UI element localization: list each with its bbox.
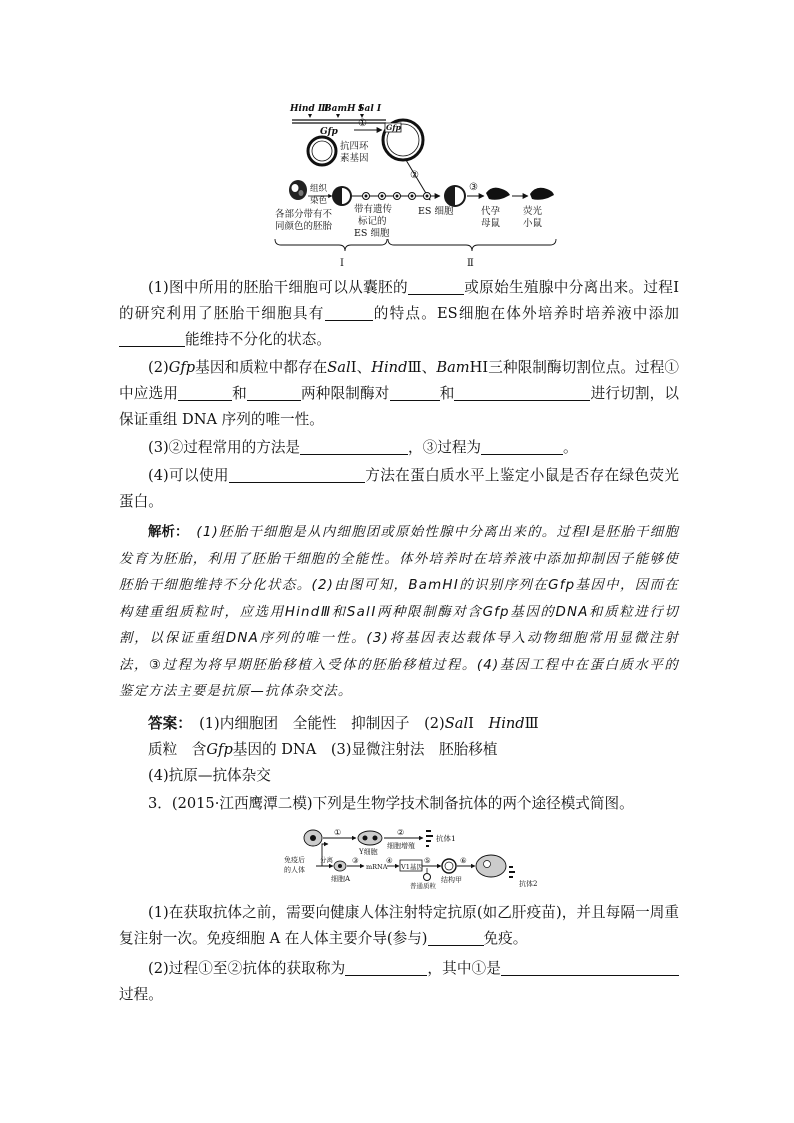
fluor-label-2: 小鼠 — [523, 218, 543, 229]
fig2-mrna: mRNA — [366, 863, 388, 871]
question-1: (1)图中所用的胚胎干细胞可以从囊胚的 或原始生殖腺中分离出来。过程Ⅰ的研究利用了胚胎干细胞具有 的特点。ES细胞在体外培养时培养液中添加能维持不分化的状态。 — [119, 279, 679, 348]
fig2-step4: ④ — [386, 856, 393, 865]
figure-2-antibody-preparation — [283, 826, 553, 890]
fig2-v1-gene: V1基因 — [401, 863, 423, 871]
fig2-step2: ② — [397, 828, 405, 837]
question-3-2: (2)过程①至②抗体的获取称为 ，其中①是过程。 — [119, 956, 679, 1008]
embryo-label-1: 各部分带有不 — [275, 209, 333, 220]
cut-site-markers — [308, 114, 364, 118]
marked-cells-label-3: ES 细胞 — [354, 228, 390, 239]
answer-blank[interactable] — [247, 384, 301, 401]
fig2-cell-a: 细胞A — [331, 875, 351, 883]
answer-blank[interactable] — [501, 959, 679, 976]
answer-blank[interactable] — [454, 384, 590, 401]
blastocyst-icon-2 — [444, 185, 466, 207]
answer-blank[interactable] — [428, 929, 484, 946]
step1-label: ① — [358, 118, 367, 129]
fig2-antibody1: 抗体1 — [436, 834, 456, 843]
process-1-label: Ⅰ — [340, 258, 344, 269]
answer-blank[interactable] — [325, 304, 373, 321]
enzyme-hind-label: Hind Ⅲ — [290, 104, 329, 114]
marked-cells-label-2: 标记的 — [358, 216, 387, 227]
gfp-gene-label: Gfp — [320, 127, 338, 137]
tet-gene-label-1: 抗四环 — [340, 141, 369, 152]
es-cell-label: ES 细胞 — [418, 206, 454, 217]
antibody1-icon — [426, 830, 433, 847]
answer-blank[interactable] — [119, 330, 185, 347]
process-chain-left — [352, 193, 440, 200]
answer-blank[interactable] — [481, 438, 563, 455]
answer-line-2: 质粒 含Gfp基因的 DNA (3)显微注射法 胚胎移植 — [148, 741, 498, 758]
answer-blank[interactable] — [300, 438, 408, 455]
stained-embryo-icon — [289, 180, 307, 200]
embryo-label-2: 同颜色的胚胎 — [275, 221, 333, 232]
plasmid-icon — [424, 874, 431, 881]
brace-process-1 — [275, 239, 387, 251]
answer-blank[interactable] — [390, 384, 440, 401]
answer-blank[interactable] — [229, 466, 365, 483]
fig2-person-1: 免疫后 — [284, 856, 305, 864]
antibody2-icon — [509, 866, 515, 878]
enzyme-sal-label: Sal Ⅰ — [358, 104, 382, 114]
fig2-plasmid: 普通质粒 — [410, 882, 436, 890]
answer-block — [119, 711, 679, 817]
enzyme-bam-label: BamH Ⅰ — [324, 104, 363, 114]
question-3-parts — [119, 900, 679, 1008]
fig2-separate: 分离 — [320, 856, 333, 864]
organ-label-1: 组织 — [310, 184, 328, 194]
fluor-label-1: 荧光 — [523, 206, 543, 217]
answer-blank[interactable] — [178, 384, 232, 401]
answer-line-3: (4)抗原—抗体杂交 — [148, 767, 271, 784]
step2-label: ② — [410, 170, 419, 181]
gfp-dna-fragment — [292, 120, 386, 123]
blastocyst-icon-1 — [332, 186, 352, 206]
marked-cells-label-1: 带有遗传 — [354, 204, 393, 215]
fig2-step5: ⑤ — [424, 856, 431, 865]
process-2-label: Ⅱ — [467, 258, 474, 269]
host-cell-icon — [476, 855, 506, 877]
fig2-y-cell: Y细胞 — [359, 848, 378, 856]
fig2-person-2: 的人体 — [284, 866, 305, 874]
question-block-2 — [119, 275, 679, 515]
recombinant-gfp-label: Gfp — [386, 123, 401, 132]
question-3-1: (1)在获取抗体之前，需要向健康人体注射特定抗原(如乙肝疫苗)，并且每隔一周重复注射一次。免疫细胞 A 在人体主要介导(参与) 免疫。 — [119, 904, 679, 947]
fig2-step6: ⑥ — [460, 856, 467, 865]
fig2-antibody2: 抗体2 — [519, 880, 538, 888]
answer-blank[interactable] — [408, 278, 464, 295]
question-2: (2)Gfp基因和质粒中都存在SalⅠ、HindⅢ、BamHⅠ三种限制酶切割位点。过程①中应选用 和 两种限制酶对 和 进行切割，以保证重组 DNA 序列的唯一性。 — [119, 359, 679, 428]
step3-label: ③ — [469, 182, 478, 193]
fig2-culture: 细胞增殖 — [387, 842, 415, 850]
surrogate-label-2: 母鼠 — [481, 218, 501, 229]
surrogate-mouse-icon — [486, 188, 510, 200]
fig2-step1: ① — [334, 828, 342, 837]
analysis-text: 解析： (1)胚胎干细胞是从内细胞团或原始性腺中分离出来的。过程Ⅰ是胚胎干细胞发育为胚胎，利用了胚胎干细胞的全能性。体外培养时在培养液中添加抑制因子能够使胚胎干细胞维持不分化状态。(2)由图可知，BamHⅠ的识别序列在Gfp基因中，因而在构建重组质粒时，应选用HindⅢ和SalⅠ两种限制酶对含Gfp基因的DNA和质粒进行切割，以保证重组DNA序列的唯一性。(3)将基因表达载体导入动物细胞常用显微注射法，③过程为将早期胚胎移植入受体的胚胎移植过程。(4)基因工程中在蛋白质水平的鉴定方法主要是抗原—抗体杂交法。 — [119, 525, 680, 699]
organ-label-2: 染色 — [310, 196, 328, 206]
question-3-heading: 3．(2015·江西鹰潭二模)下列是生物学技术制备抗体的两个途径模式简图。 — [148, 795, 634, 812]
answer-line-1: 答案： (1)内细胞团 全能性 抑制因子 (2)SalⅠ HindⅢ — [148, 715, 539, 732]
fluorescent-mouse-icon — [530, 188, 554, 200]
question-4: (4)可以使用 方法在蛋白质水平上鉴定小鼠是否存在绿色荧光蛋白。 — [119, 467, 679, 510]
cell-a-icon — [334, 861, 346, 871]
answer-blank[interactable] — [345, 959, 427, 976]
brace-process-2 — [388, 239, 556, 251]
fig2-structure: 结构甲 — [441, 876, 462, 884]
structure-a-icon — [442, 859, 456, 873]
b-cell-icon — [304, 830, 322, 846]
figure-1-transgenic-mouse — [270, 96, 560, 276]
tet-gene-label-2: 素基因 — [340, 153, 369, 164]
analysis-block — [119, 520, 679, 706]
y-cell-icon — [358, 831, 382, 845]
fig2-step3: ③ — [352, 856, 359, 865]
surrogate-label-1: 代孕 — [481, 206, 501, 217]
question-3: (3)②过程常用的方法是 ，③过程为 。 — [148, 439, 578, 456]
